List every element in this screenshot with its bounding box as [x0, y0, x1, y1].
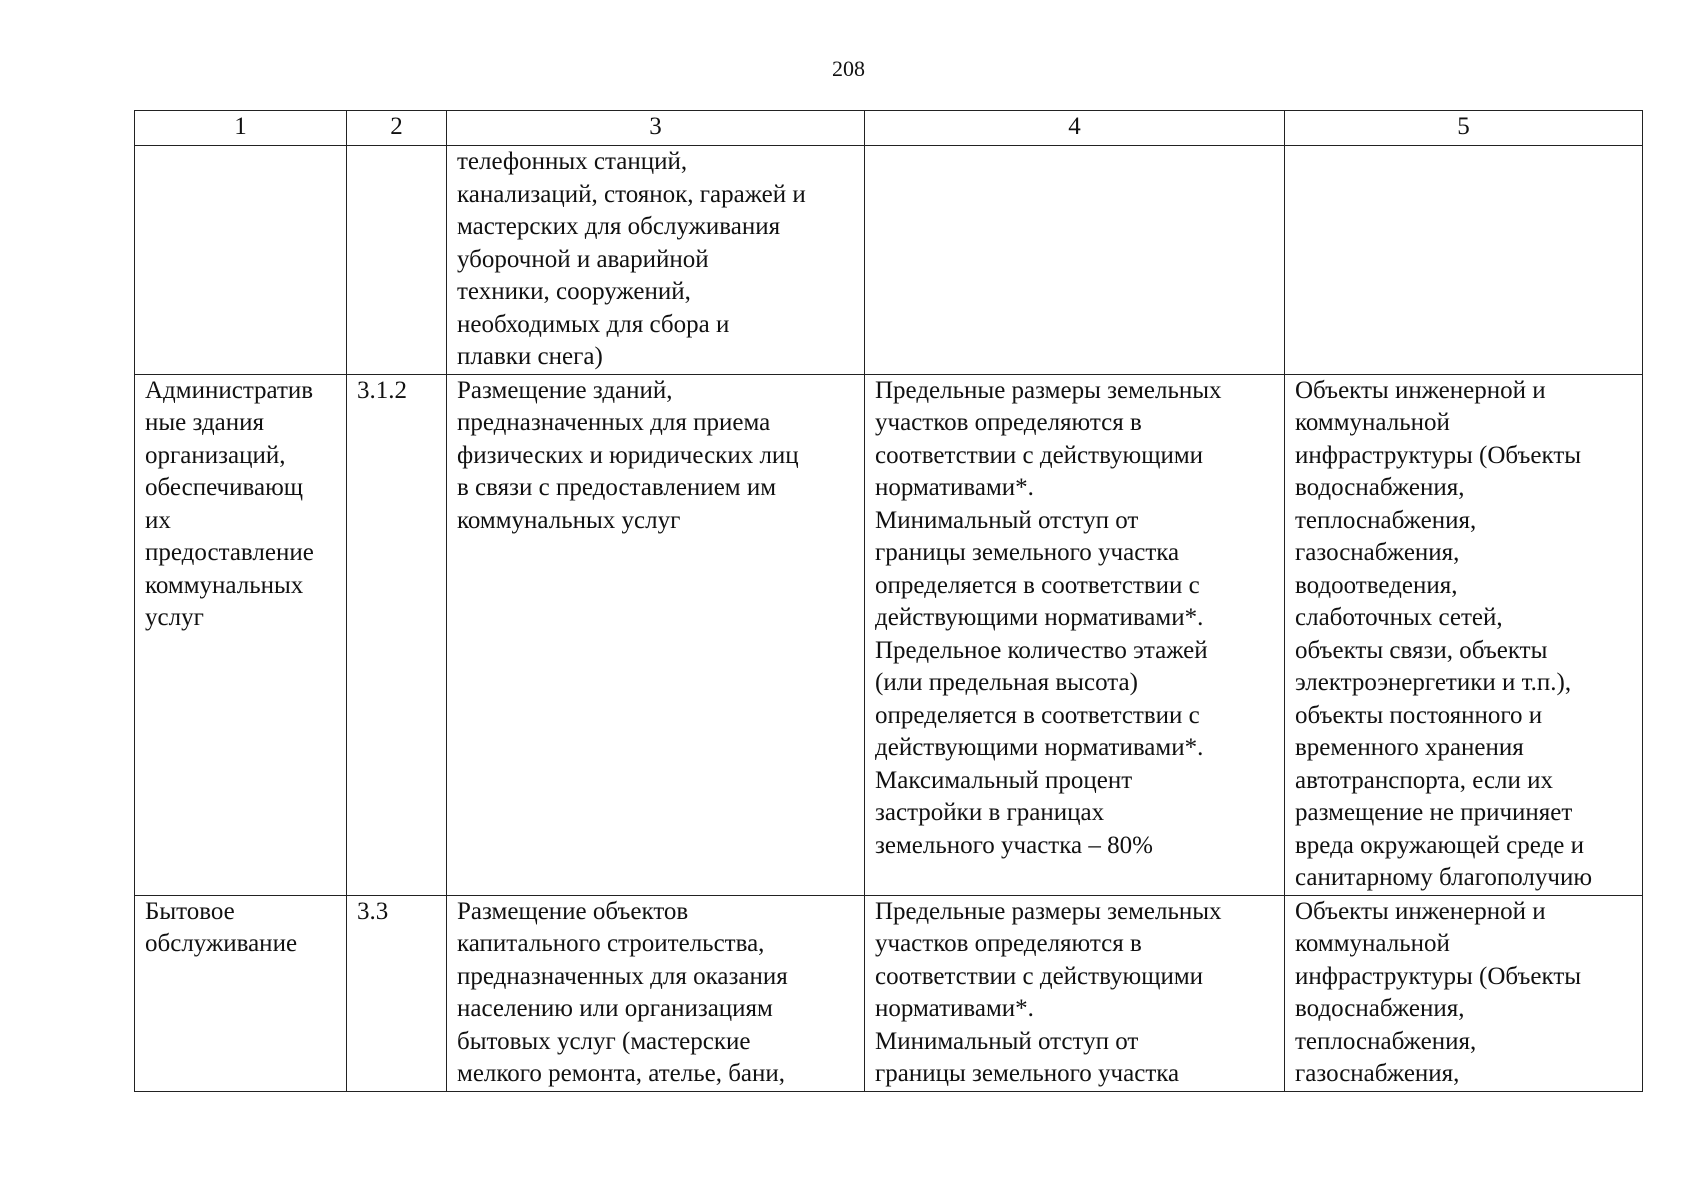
column-header-5: 5	[1285, 111, 1643, 146]
table-row	[135, 895, 1643, 1091]
table-row	[135, 146, 1643, 375]
auxiliary-uses-cell	[1285, 146, 1643, 375]
column-header-3: 3	[447, 111, 865, 146]
table-row	[135, 374, 1643, 895]
use-description-cell: Размещение зданий, предназначенных для приема физических и юридических лиц в связи с предоставлением им коммунальных услуг	[447, 374, 865, 895]
permitted-use-name-cell	[135, 146, 347, 375]
use-code-cell: 3.3	[347, 895, 447, 1091]
limit-parameters-cell	[865, 146, 1285, 375]
column-header-1: 1	[135, 111, 347, 146]
column-header-4: 4	[865, 111, 1285, 146]
regulations-table	[134, 110, 1643, 1092]
use-code-cell	[347, 146, 447, 375]
use-description-cell: Размещение объектов капитального строительства, предназначенных для оказания населению или организациям бытовых услуг (мастерские мелкого ремонта, ателье, бани,	[447, 895, 865, 1091]
use-description-cell: телефонных станций, канализаций, стоянок, гаражей и мастерских для обслуживания уборочной и аварийной техники, сооружений, необходимых для сбора и плавки снега)	[447, 146, 865, 375]
auxiliary-uses-cell: Объекты инженерной и коммунальной инфраструктуры (Объекты водоснабжения, теплоснабжения, газоснабжения,	[1285, 895, 1643, 1091]
table-header-row	[135, 111, 1643, 146]
column-header-2: 2	[347, 111, 447, 146]
auxiliary-uses-cell: Объекты инженерной и коммунальной инфраструктуры (Объекты водоснабжения, теплоснабжения, газоснабжения, водоотведения, слаботочных сетей, объекты связи, объекты электроэнергетики и т.п.), объекты постоянного и временного хранения автотранспорта, если их размещение не причиняет вреда окружающей среде и санитарному благополучию	[1285, 374, 1643, 895]
permitted-use-name-cell: Административ ные здания организаций, обеспечивающ их предоставление коммунальных услуг	[135, 374, 347, 895]
limit-parameters-cell: Предельные размеры земельных участков определяются в соответствии с действующими нормативами*. Минимальный отступ от границы земельного участка	[865, 895, 1285, 1091]
limit-parameters-cell: Предельные размеры земельных участков определяются в соответствии с действующими нормативами*. Минимальный отступ от границы земельного участка определяется в соответствии с действующими нормативами*. Предельное количество этажей (или предельная высота) определяется в соответствии с действующими нормативами*. Максимальный процент застройки в границах земельного участка – 80%	[865, 374, 1285, 895]
permitted-use-name-cell: Бытовое обслуживание	[135, 895, 347, 1091]
use-code-cell: 3.1.2	[347, 374, 447, 895]
page-number: 208	[832, 56, 865, 81]
